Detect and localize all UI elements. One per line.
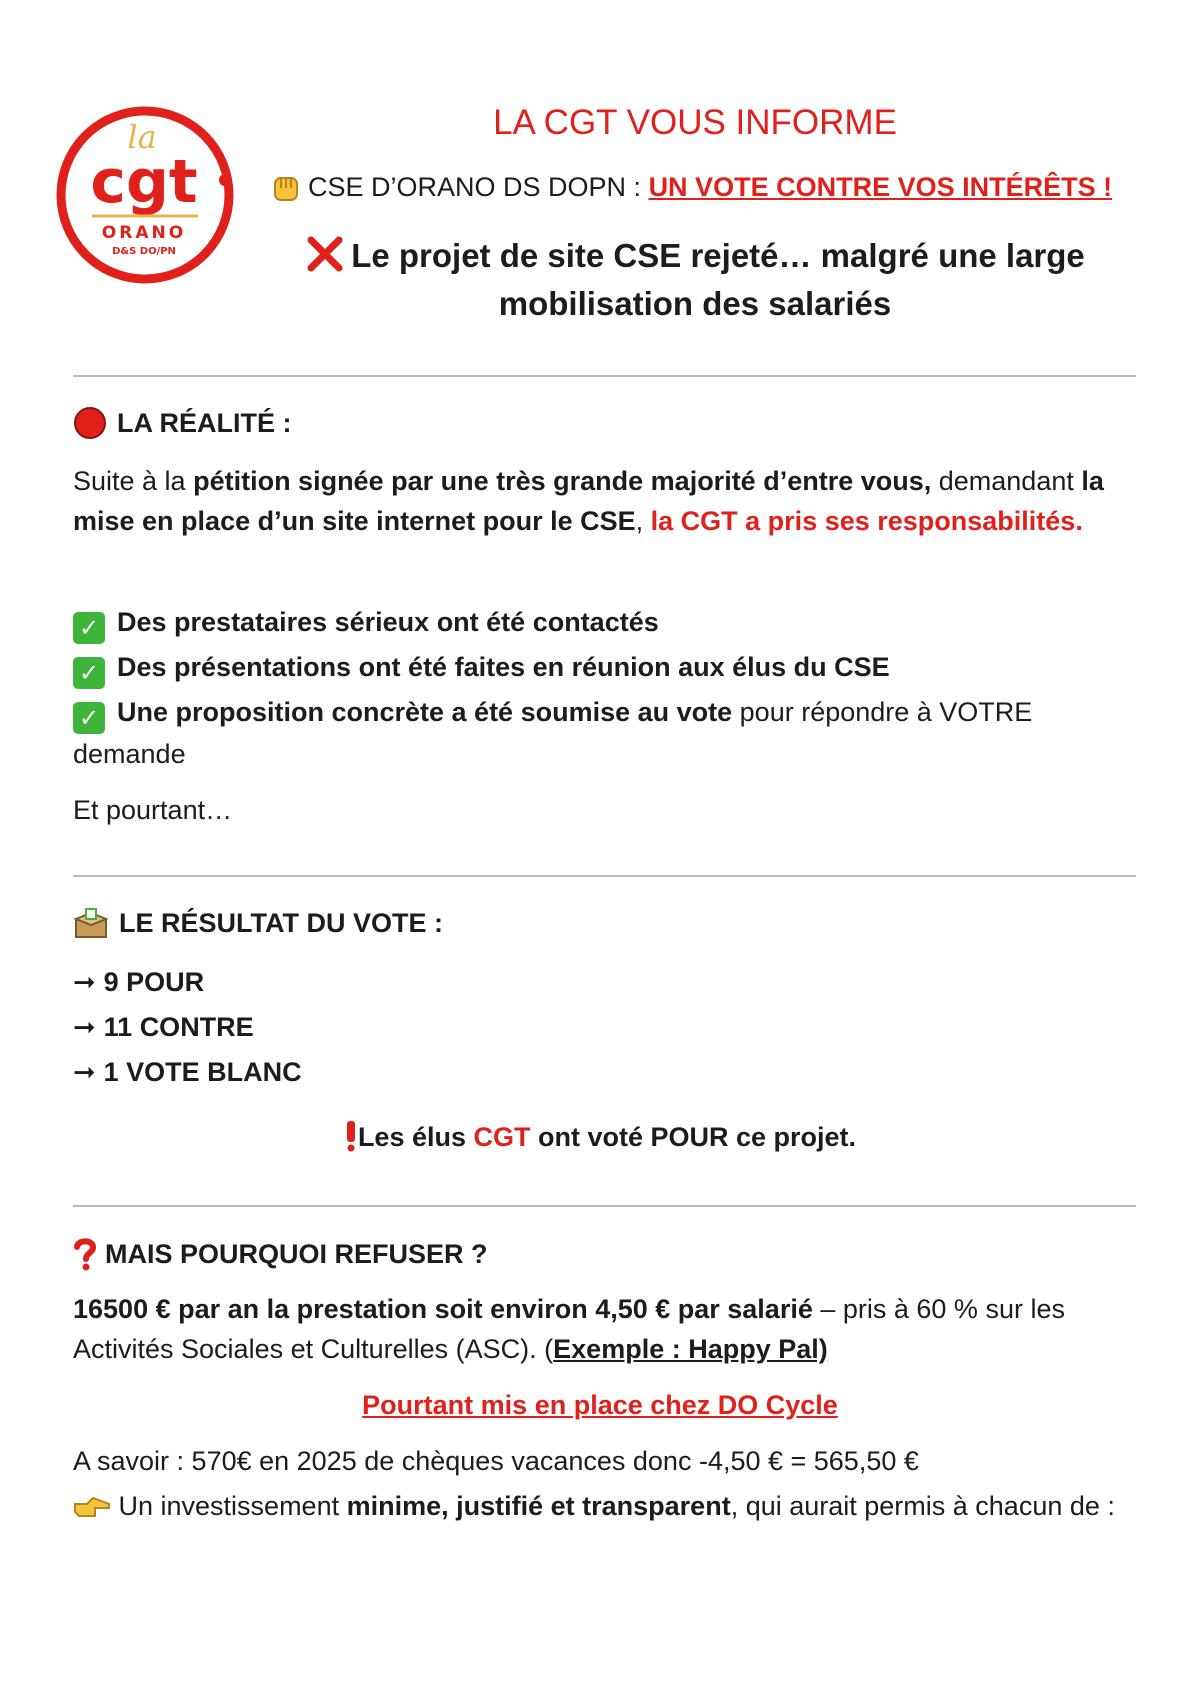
check-mark-icon: ✓ (73, 702, 105, 734)
headline-text: Le projet de site CSE rejeté… malgré une large mobilisation des salariés (351, 237, 1085, 322)
reality-closing: Et pourtant… (73, 795, 233, 825)
divider (73, 1205, 1136, 1207)
headline (270, 232, 1120, 328)
section-title-why: MAIS POURQUOI REFUSER ? (73, 1236, 488, 1272)
right-arrow-icon: ➞ (73, 967, 96, 998)
cgt-logo (50, 100, 240, 290)
subtitle (272, 172, 1112, 203)
question-icon (73, 1236, 97, 1272)
logo-script: la (127, 118, 157, 156)
right-arrow-icon: ➞ (73, 1057, 96, 1088)
divider (73, 375, 1136, 377)
cross-mark-icon (305, 236, 345, 272)
do-cycle-link[interactable]: Pourtant mis en place chez DO Cycle (362, 1390, 838, 1420)
vote-result: ➞ 1 VOTE BLANC (73, 1057, 302, 1088)
check-item: ✓ Des prestataires sérieux ont été contactés (73, 602, 1133, 644)
page-title: LA CGT VOUS INFORME (493, 103, 897, 142)
exclamation-icon (344, 1120, 358, 1152)
info-line: A savoir : 570€ en 2025 de chèques vacances donc -4,50 € = 565,50 € (73, 1446, 919, 1476)
right-arrow-icon: ➞ (73, 1012, 96, 1043)
reality-paragraph: Suite à la pétition signée par une très grande majorité d’entre vous, demandant la mise en place d’un site internet pour le CSE, la CGT a pris ses responsabilités. (73, 466, 1104, 536)
divider (73, 875, 1136, 877)
check-mark-icon: ✓ (73, 657, 105, 689)
subtitle-prefix: CSE D’ORANO DS DOPN : (308, 172, 642, 202)
pointing-hand-icon (73, 1494, 111, 1520)
section-title-reality: LA RÉALITÉ : (73, 406, 292, 440)
check-mark-icon: ✓ (73, 612, 105, 644)
logo-org: ORANO (101, 223, 187, 243)
section-title-vote: LE RÉSULTAT DU VOTE : (73, 907, 443, 939)
red-circle-icon (73, 406, 107, 440)
logo-brand: cgt (90, 147, 198, 217)
investment-paragraph: Un investissement minime, justifié et transparent, qui aurait permis à chacun de : (73, 1486, 1133, 1526)
vote-note: Les élus CGT ont voté POUR ce projet. (0, 1120, 1200, 1153)
subtitle-highlight: UN VOTE CONTRE VOS INTÉRÊTS ! (648, 172, 1113, 202)
vote-result: ➞ 9 POUR (73, 967, 205, 998)
why-paragraph: 16500 € par an la prestation soit environ 4,50 € par salarié – pris à 60 % sur les Activités Sociales et Culturelles (ASC). (Exemple : Happy Pal) (73, 1294, 1065, 1364)
check-item: ✓ Des présentations ont été faites en réunion aux élus du CSE (73, 647, 1133, 689)
raised-fist-icon (272, 173, 300, 203)
logo-unit: D&S DO/PN (112, 246, 176, 257)
check-item: ✓ Une proposition concrète a été soumise au vote pour répondre à VOTRE demande (73, 697, 1033, 769)
vote-result: ➞ 11 CONTRE (73, 1012, 254, 1043)
ballot-box-icon (73, 907, 109, 939)
